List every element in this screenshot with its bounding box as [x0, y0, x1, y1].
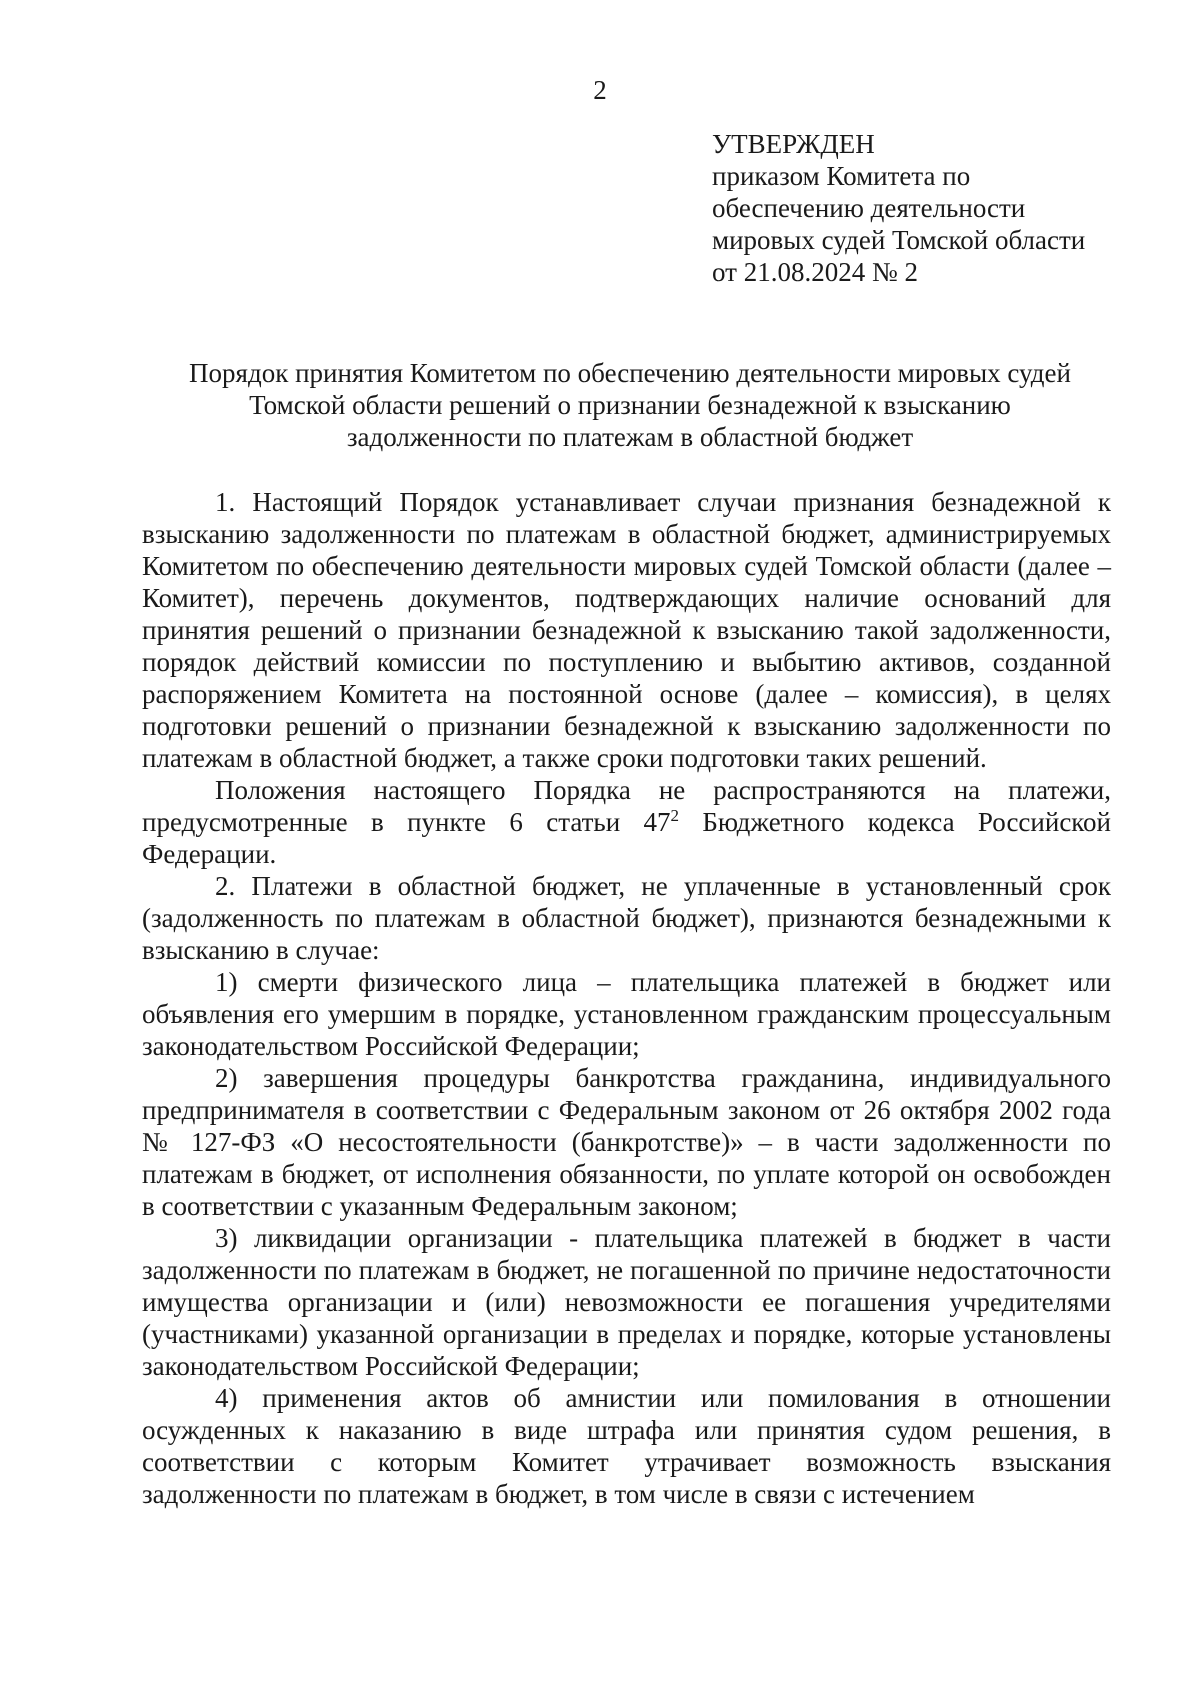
approval-line: обеспечению деятельности [712, 193, 1026, 223]
approval-line: мировых судей Томской области [712, 225, 1086, 255]
document-title [130, 357, 1130, 453]
paragraph-text: Бюджетного кодекса Российской Федерации. [142, 807, 1111, 869]
list-item-4: 4) применения актов об амнистии или помилования в отношении осужденных к наказанию в виде штрафа или принятия судом решения, в соответствии с которым Комитет утрачивает возможность взыскания задолженности по платежам в бюджет, в том числе в связи с истечением [142, 1383, 1111, 1509]
title-line: задолженности по платежам в областной бюджет [346, 422, 914, 452]
list-item-3: 3) ликвидации организации - плательщика платежей в бюджет в части задолженности по платежам в бюджет, не погашенной по причине недостаточности имущества организации и (или) невозможности ее погашения учредителями (участниками) указанной организации в пределах и порядке, которые установлены законодательством Российской Федерации; [142, 1223, 1111, 1381]
approval-heading: УТВЕРЖДЕН [712, 129, 875, 159]
list-item-2: 2) завершения процедуры банкротства гражданина, индивидуального предпринимателя в соответствии с Федеральным законом от 26 октября 2002 года № 127-ФЗ «О несостоятельности (банкротстве)» – в части задолженности по платежам в бюджет, от исполнения обязанности, по уплате которой он освобожден в соответствии с указанным Федеральным законом; [142, 1063, 1111, 1221]
paragraph-1: 1. Настоящий Порядок устанавливает случаи признания безнадежной к взысканию задолженности по платежам в областной бюджет, администрируемых Комитетом по обеспечению деятельности мировых судей Томской области (далее – Комитет), перечень документов, подтверждающих наличие оснований для принятия решений о признании безнадежной к взысканию такой задолженности, порядок действий комиссии по поступлению и выбытию активов, созданной распоряжением Комитета на постоянной основе (далее – комиссия), в целях подготовки решений о признании безнадежной к взысканию задолженности по платежам в областной бюджет, а также сроки подготовки таких решений. [142, 487, 1111, 773]
title-line: Томской области решений о признании безнадежной к взысканию [249, 390, 1011, 420]
title-line: Порядок принятия Комитетом по обеспечению деятельности мировых судей [189, 358, 1071, 388]
paragraph-exclusion [142, 774, 1111, 870]
approval-stamp-block [712, 128, 1152, 288]
approval-line: приказом Комитета по [712, 161, 971, 191]
paragraph-2: 2. Платежи в областной бюджет, не уплаченные в установленный срок (задолженность по платежам в областной бюджет), признаются безнадежными к взысканию в случае: [142, 871, 1111, 965]
approval-date-line: от 21.08.2024 № 2 [712, 257, 918, 287]
list-item-1: 1) смерти физического лица – плательщика платежей в бюджет или объявления его умершим в порядке, установленном гражданским процессуальным законодательством Российской Федерации; [142, 967, 1111, 1061]
page-number: 2 [593, 75, 607, 105]
paragraph-text: Положения настоящего Порядка не распространяются на платежи, предусмотренные в пункте 6 статьи 47 [142, 775, 1111, 837]
document-body [142, 486, 1111, 1510]
superscript-article-index: 2 [670, 806, 680, 825]
